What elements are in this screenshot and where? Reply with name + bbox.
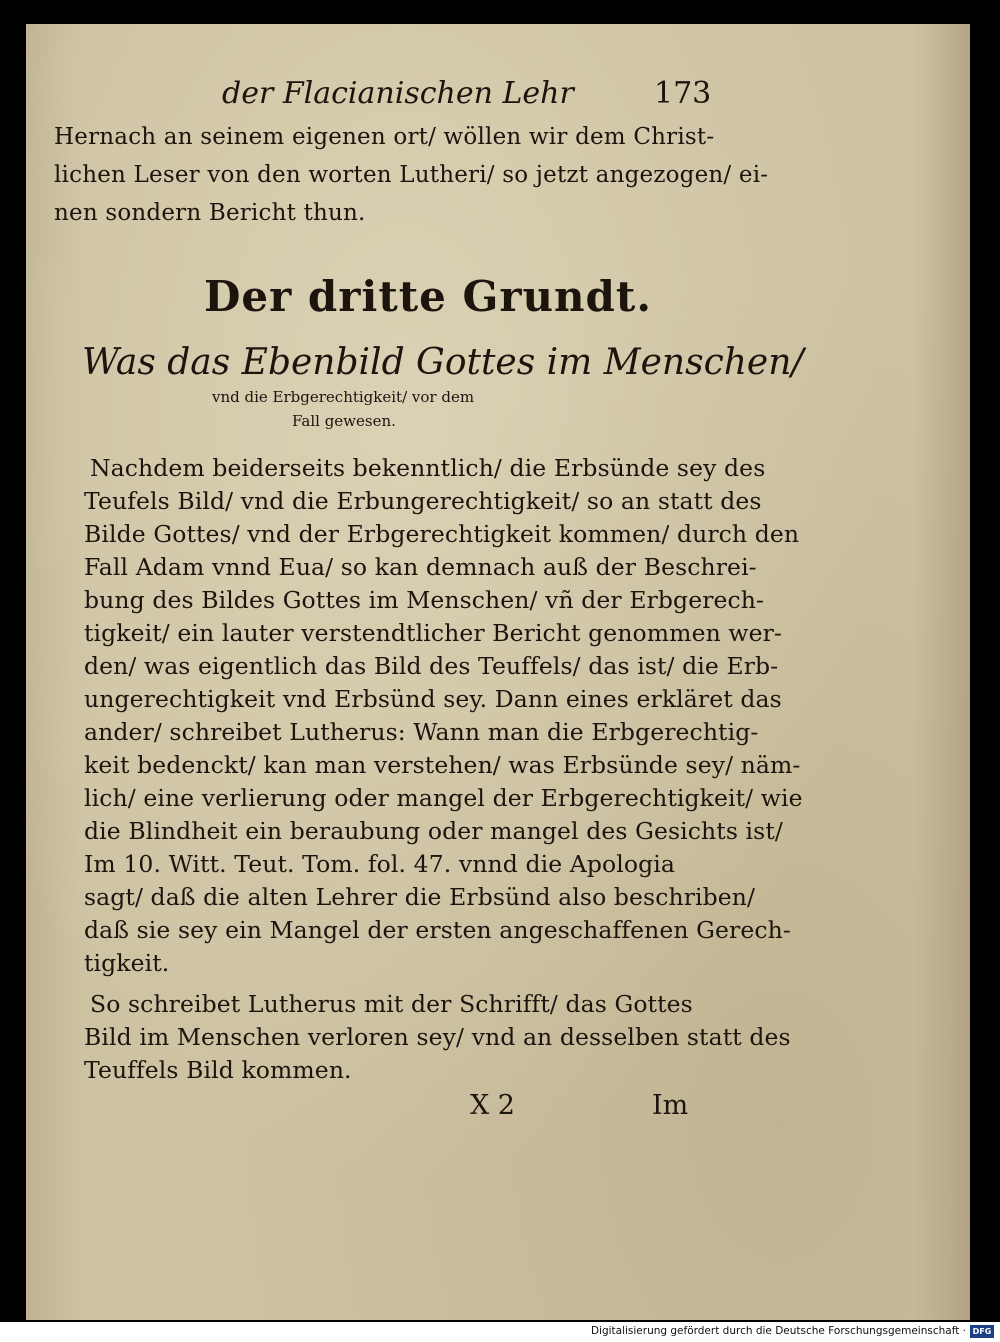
body-line: den/ was eigentlich das Bild des Teuffels/ das ist/ die Erb- [84,652,779,680]
body-line: Teuffels Bild kommen. [84,1056,352,1084]
funding-credit: Digitalisierung gefördert durch die Deutsche Forschungsgemeinschaft · [590,1325,966,1337]
dfg-logo: DFG [970,1325,994,1338]
body-line: daß sie sey ein Mangel der ersten angeschaffenen Gerech- [84,916,791,944]
intro-line-2: lichen Leser von den worten Lutheri/ so jetzt angezogen/ ei- [54,162,769,188]
body-line: Im 10. Witt. Teut. Tom. fol. 47. vnnd die Apologia [84,850,675,878]
section-subheading: Was das Ebenbild Gottes im Menschen/ [82,342,804,383]
body-line: tigkeit/ ein lauter verstendtlicher Bericht genommen wer- [84,619,782,647]
body-line: Teufels Bild/ vnd die Erbungerechtigkeit/ so an statt des [84,487,762,515]
section-subheading-line-3: Fall gewesen. [292,412,396,430]
signature-mark: X 2 [470,1090,515,1121]
body-line: Nachdem beiderseits bekenntlich/ die Erbsünde sey des [90,454,766,482]
body-line: lich/ eine verlierung oder mangel der Erbgerechtigkeit/ wie [84,784,803,812]
section-heading: Der dritte Grundt. [204,272,652,321]
body-line: ungerechtigkeit vnd Erbsünd sey. Dann eines erkläret das [84,685,782,713]
body-line: keit bedenckt/ kan man verstehen/ was Erbsünde sey/ näm- [84,751,801,779]
body-line: Bild im Menschen verloren sey/ vnd an desselben statt des [84,1023,791,1051]
running-head-title: der Flacianischen Lehr [222,76,574,111]
section-subheading-line-2: vnd die Erbgerechtigkeit/ vor dem [212,388,475,406]
body-line: Bilde Gottes/ vnd der Erbgerechtigkeit kommen/ durch den [84,520,800,548]
page-number: 173 [654,76,712,111]
body-line: sagt/ daß die alten Lehrer die Erbsünd also beschriben/ [84,883,756,911]
intro-line-3: nen sondern Bericht thun. [54,200,366,226]
intro-line-1: Hernach an seinem eigenen ort/ wöllen wir dem Christ- [54,124,715,150]
body-line: die Blindheit ein beraubung oder mangel des Gesichts ist/ [84,817,783,845]
body-line: ander/ schreibet Lutherus: Wann man die Erbgerechtig- [84,718,759,746]
body-line: So schreibet Lutherus mit der Schrifft/ das Gottes [90,990,693,1018]
body-line: tigkeit. [84,949,170,977]
book-page [26,24,970,1320]
catchword: Im [652,1090,689,1121]
body-line: Fall Adam vnnd Eua/ so kan demnach auß der Beschrei- [84,553,757,581]
body-line: bung des Bildes Gottes im Menschen/ vñ der Erbgerech- [84,586,765,614]
